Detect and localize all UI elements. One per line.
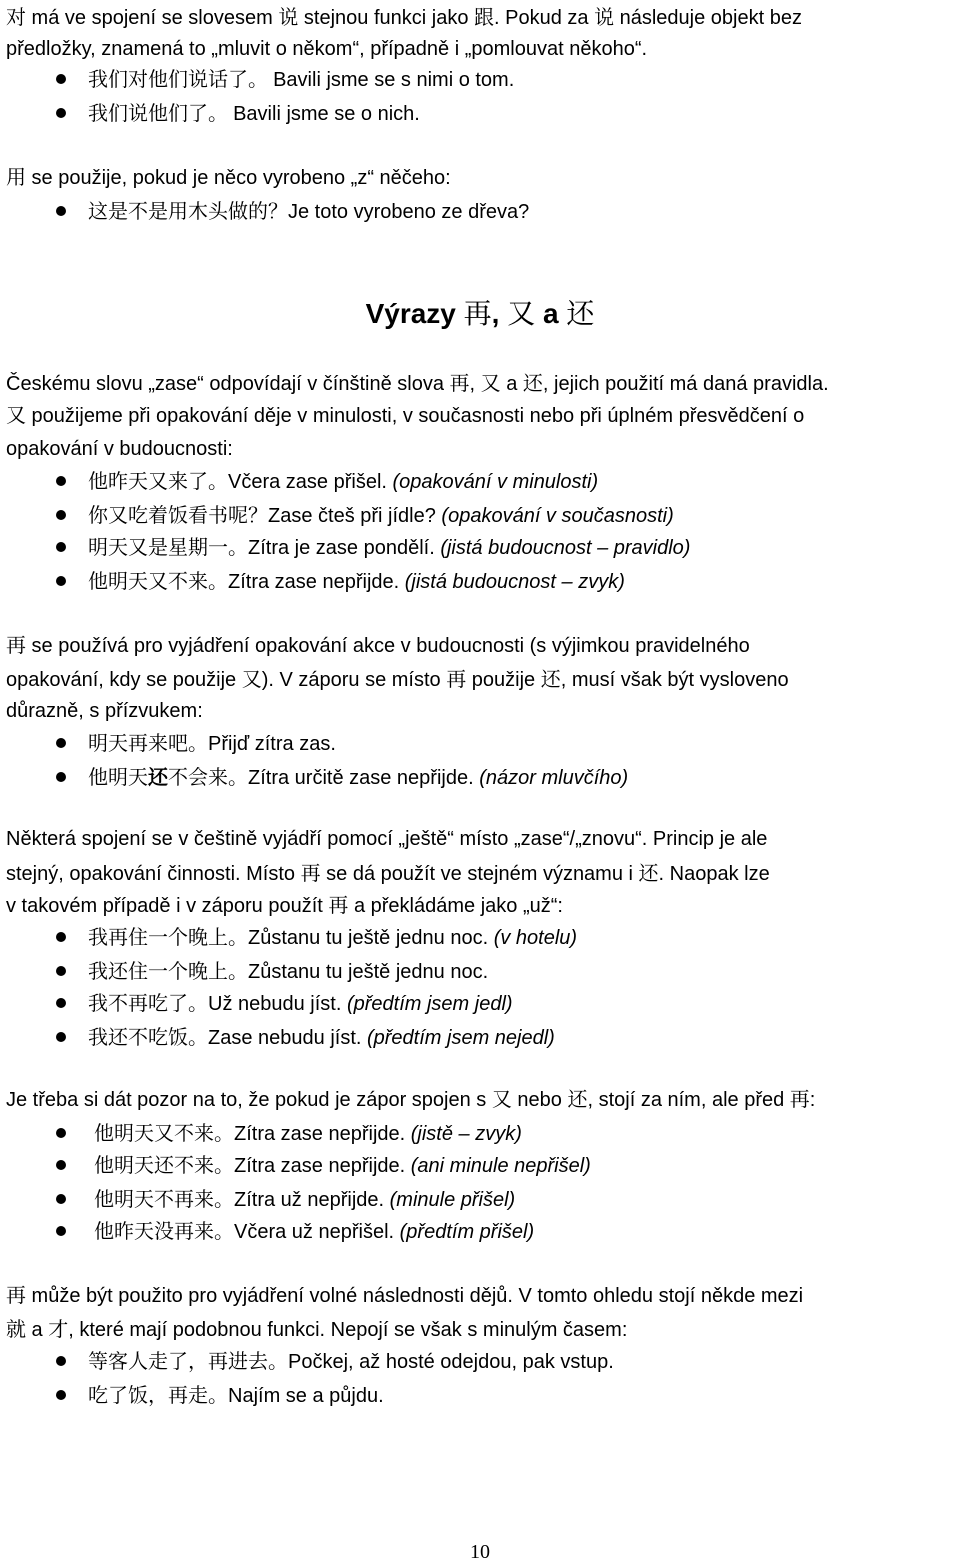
intro-line-1: 对 má ve spojení se slovesem 说 stejnou funkci jako 跟. Pokud za 说 následuje objekt bez xyxy=(6,5,802,29)
s5-line-1: 再 může být použito pro vyjádření volné následnosti dějů. V tomto ohledu stojí někde mezi xyxy=(6,1283,804,1307)
bullet xyxy=(56,542,66,552)
s1-line-1: Českému slovu „zase“ odpovídají v čínštině slova 再, 又 a 还, jejich použití má daná pravidla. xyxy=(6,371,829,395)
s3-line-3: v takovém případě i v záporu použít 再 a překládáme jako „už“: xyxy=(6,893,563,917)
bullet xyxy=(56,738,66,748)
bullet xyxy=(56,1128,66,1138)
bullet xyxy=(56,510,66,520)
page-number: 10 xyxy=(470,1541,490,1563)
bullet xyxy=(56,1194,66,1204)
bullet xyxy=(56,74,66,84)
s5-line-2: 就 a 才, které mají podobnou funkci. Nepojí se však s minulým časem: xyxy=(6,1317,628,1341)
bullet xyxy=(56,772,66,782)
example-item: 他明天还不会来。Zítra určitě zase nepřijde. (názor mluvčího) xyxy=(88,765,629,789)
s3-line-1: Některá spojení se v češtině vyjádří pomocí „ještě“ místo „zase“/„znovu“. Princip je ale xyxy=(6,828,768,850)
example-item: 吃了饭，再走。Najím se a půjdu. xyxy=(88,1383,384,1407)
example-item: 等客人走了，再进去。Počkej, až hosté odejdou, pak vstup. xyxy=(88,1349,614,1373)
s3-line-2: stejný, opakování činnosti. Místo 再 se dá použít ve stejném významu i 还. Naopak lze xyxy=(6,861,770,885)
bullet xyxy=(56,1160,66,1170)
s2-line-1: 再 se používá pro vyjádření opakování akce v budoucnosti (s výjimkou pravidelného xyxy=(6,633,750,657)
example-item: 这是不是用木头做的？Je toto vyrobeno ze dřeva? xyxy=(88,199,530,223)
example-item: 明天再来吧。Přijď zítra zas. xyxy=(88,731,336,755)
example-item: 他明天还不来。Zítra zase nepřijde. (ani minule nepřišel) xyxy=(94,1153,591,1177)
bullet xyxy=(56,1390,66,1400)
example-item: 你又吃着饭看书呢？Zase čteš při jídle? (opakování v současnosti) xyxy=(88,503,674,527)
example-item: 他昨天又来了。Včera zase přišel. (opakování v minulosti) xyxy=(88,469,599,493)
example-item: 他明天又不来。Zítra zase nepřijde. (jistě – zvyk) xyxy=(94,1121,522,1145)
intro-line-2: předložky, znamená to „mluvit o někom“, případně i „pomlouvat někoho“. xyxy=(6,38,648,60)
example-item: 明天又是星期一。Zítra je zase pondělí. (jistá budoucnost – pravidlo) xyxy=(88,535,691,559)
bullet xyxy=(56,998,66,1008)
bullet xyxy=(56,966,66,976)
bullet xyxy=(56,1032,66,1042)
bullet xyxy=(56,1226,66,1236)
bullet xyxy=(56,932,66,942)
bullet xyxy=(56,206,66,216)
s1-line-2: 又 použijeme při opakování děje v minulosti, v současnosti nebo při úplném přesvědčení o xyxy=(6,403,805,427)
example-item: 他明天又不来。Zítra zase nepřijde. (jistá budoucnost – zvyk) xyxy=(88,569,625,593)
s2-line-2: opakování, kdy se použije 又). V záporu se místo 再 použije 还, musí však být vysloveno xyxy=(6,667,789,691)
yong-paragraph: 用 se použije, pokud je něco vyrobeno „z“ něčeho: xyxy=(6,165,451,189)
example-item: 我还不吃饭。Zase nebudu jíst. (předtím jsem nejedl) xyxy=(88,1025,555,1049)
section-heading: Výrazy 再, 又 a 还 xyxy=(365,297,595,330)
example-item: 我再住一个晚上。Zůstanu tu ještě jednu noc. (v hotelu) xyxy=(88,925,578,949)
example-item: 我还住一个晚上。Zůstanu tu ještě jednu noc. xyxy=(88,959,489,983)
example-item: 我们说他们了。 Bavili jsme se o nich. xyxy=(88,101,420,125)
example-item: 他明天不再来。Zítra už nepřijde. (minule přišel) xyxy=(94,1187,516,1211)
example-item: 他昨天没再来。Včera už nepřišel. (předtím přišel) xyxy=(94,1219,535,1243)
bullet xyxy=(56,576,66,586)
s4-line-1: Je třeba si dát pozor na to, že pokud je zápor spojen s 又 nebo 还, stojí za ním, ale před 再: xyxy=(6,1087,816,1111)
s2-line-3: důrazně, s přízvukem: xyxy=(6,700,203,722)
bullet xyxy=(56,108,66,118)
s1-line-3: opakování v budoucnosti: xyxy=(6,438,233,460)
bullet xyxy=(56,476,66,486)
bullet xyxy=(56,1356,66,1366)
example-item: 我们对他们说话了。 Bavili jsme se s nimi o tom. xyxy=(88,67,515,91)
example-item: 我不再吃了。Už nebudu jíst. (předtím jsem jedl) xyxy=(88,991,513,1015)
